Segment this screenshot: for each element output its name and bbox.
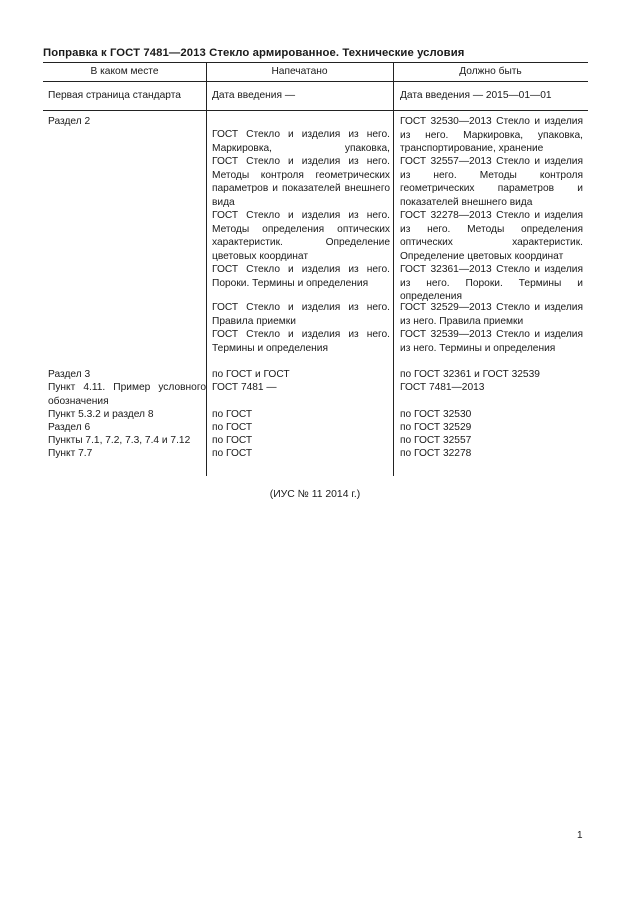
page-number: 1 (577, 830, 583, 841)
row-place: Пункт 5.3.2 и раздел 8 (48, 409, 154, 420)
section2-printed-item: ГОСТ Стекло и изделия из него. Термины и определения (212, 329, 390, 354)
row-place: Пункт 7.7 (48, 448, 93, 459)
row-place: Пункты 7.1, 7.2, 7.3, 7.4 и 7.12 (48, 435, 191, 446)
publication-note: (ИУС № 11 2014 г.) (269, 489, 361, 500)
section2-should-be-item: ГОСТ 32529—2013 Стекло и изделия из него. Правила приемки (400, 302, 583, 327)
row1-place: Первая страница стандарта (48, 90, 181, 101)
row-should-be: по ГОСТ 32278 (400, 448, 472, 459)
section2-should-be-item: ГОСТ 32278—2013 Стекло и изделия из него. Методы определения оптических характеристик. Определение цветовых координат (400, 210, 583, 262)
header-place: В каком месте (90, 66, 159, 77)
row-should-be: ГОСТ 7481—2013 (400, 382, 485, 393)
row1-should-be: Дата введения — 2015—01—01 (400, 90, 552, 101)
section2-printed-item: ГОСТ Стекло и изделия из него. Пороки. Термины и определения (212, 264, 390, 289)
section2-should-be-item: ГОСТ 32557—2013 Стекло и изделия из него. Методы контроля геометрических параметров и показателей внешнего вида (400, 156, 583, 208)
section2-should-be-item: ГОСТ 32530—2013 Стекло и изделия из него. Маркировка, упаковка, транспортирование, хранение (400, 116, 583, 154)
row-should-be: по ГОСТ 32361 и ГОСТ 32539 (400, 369, 540, 380)
row-should-be: по ГОСТ 32529 (400, 422, 472, 433)
section2-printed-item: ГОСТ Стекло и изделия из него. Методы определения оптических характеристик. Определение цветовых координат (212, 210, 390, 262)
section2-printed-item: ГОСТ Стекло и изделия из него. Правила приемки (212, 302, 390, 327)
header-bottom-rule (43, 81, 588, 82)
section2-printed-item: ГОСТ Стекло и изделия из него. Маркировка, упаковка, (212, 129, 390, 154)
header-printed: Напечатано (271, 66, 328, 77)
row-printed: ГОСТ 7481 — (212, 382, 277, 393)
row-place: Пункт 4.11. Пример условного обозначения (48, 382, 206, 407)
section2-printed-item: ГОСТ Стекло и изделия из него. Методы контроля геометрических параметров и показателей внешнего вида (212, 156, 390, 208)
row1-printed: Дата введения — (212, 90, 296, 101)
section2-should-be-item: ГОСТ 32539—2013 Стекло и изделия из него. Термины и определения (400, 329, 583, 354)
header-should-be: Должно быть (459, 66, 522, 77)
row-printed: по ГОСТ (212, 435, 253, 446)
row-printed: по ГОСТ (212, 409, 253, 420)
row-should-be: по ГОСТ 32557 (400, 435, 472, 446)
table-top-rule (43, 62, 588, 63)
col-divider-1 (206, 62, 207, 476)
section2-should-be-item: ГОСТ 32361—2013 Стекло и изделия из него. Пороки. Термины и определения (400, 264, 583, 302)
row-printed: по ГОСТ (212, 448, 253, 459)
row-should-be: по ГОСТ 32530 (400, 409, 472, 420)
col-divider-2 (393, 62, 394, 476)
document-title: Поправка к ГОСТ 7481—2013 Стекло армированное. Технические условия (43, 47, 465, 59)
row-printed: по ГОСТ (212, 422, 253, 433)
row-printed: по ГОСТ и ГОСТ (212, 369, 290, 380)
section2-place: Раздел 2 (48, 116, 91, 127)
row-place: Раздел 6 (48, 422, 91, 433)
row-place: Раздел 3 (48, 369, 91, 380)
row1-bottom-rule (43, 110, 588, 111)
